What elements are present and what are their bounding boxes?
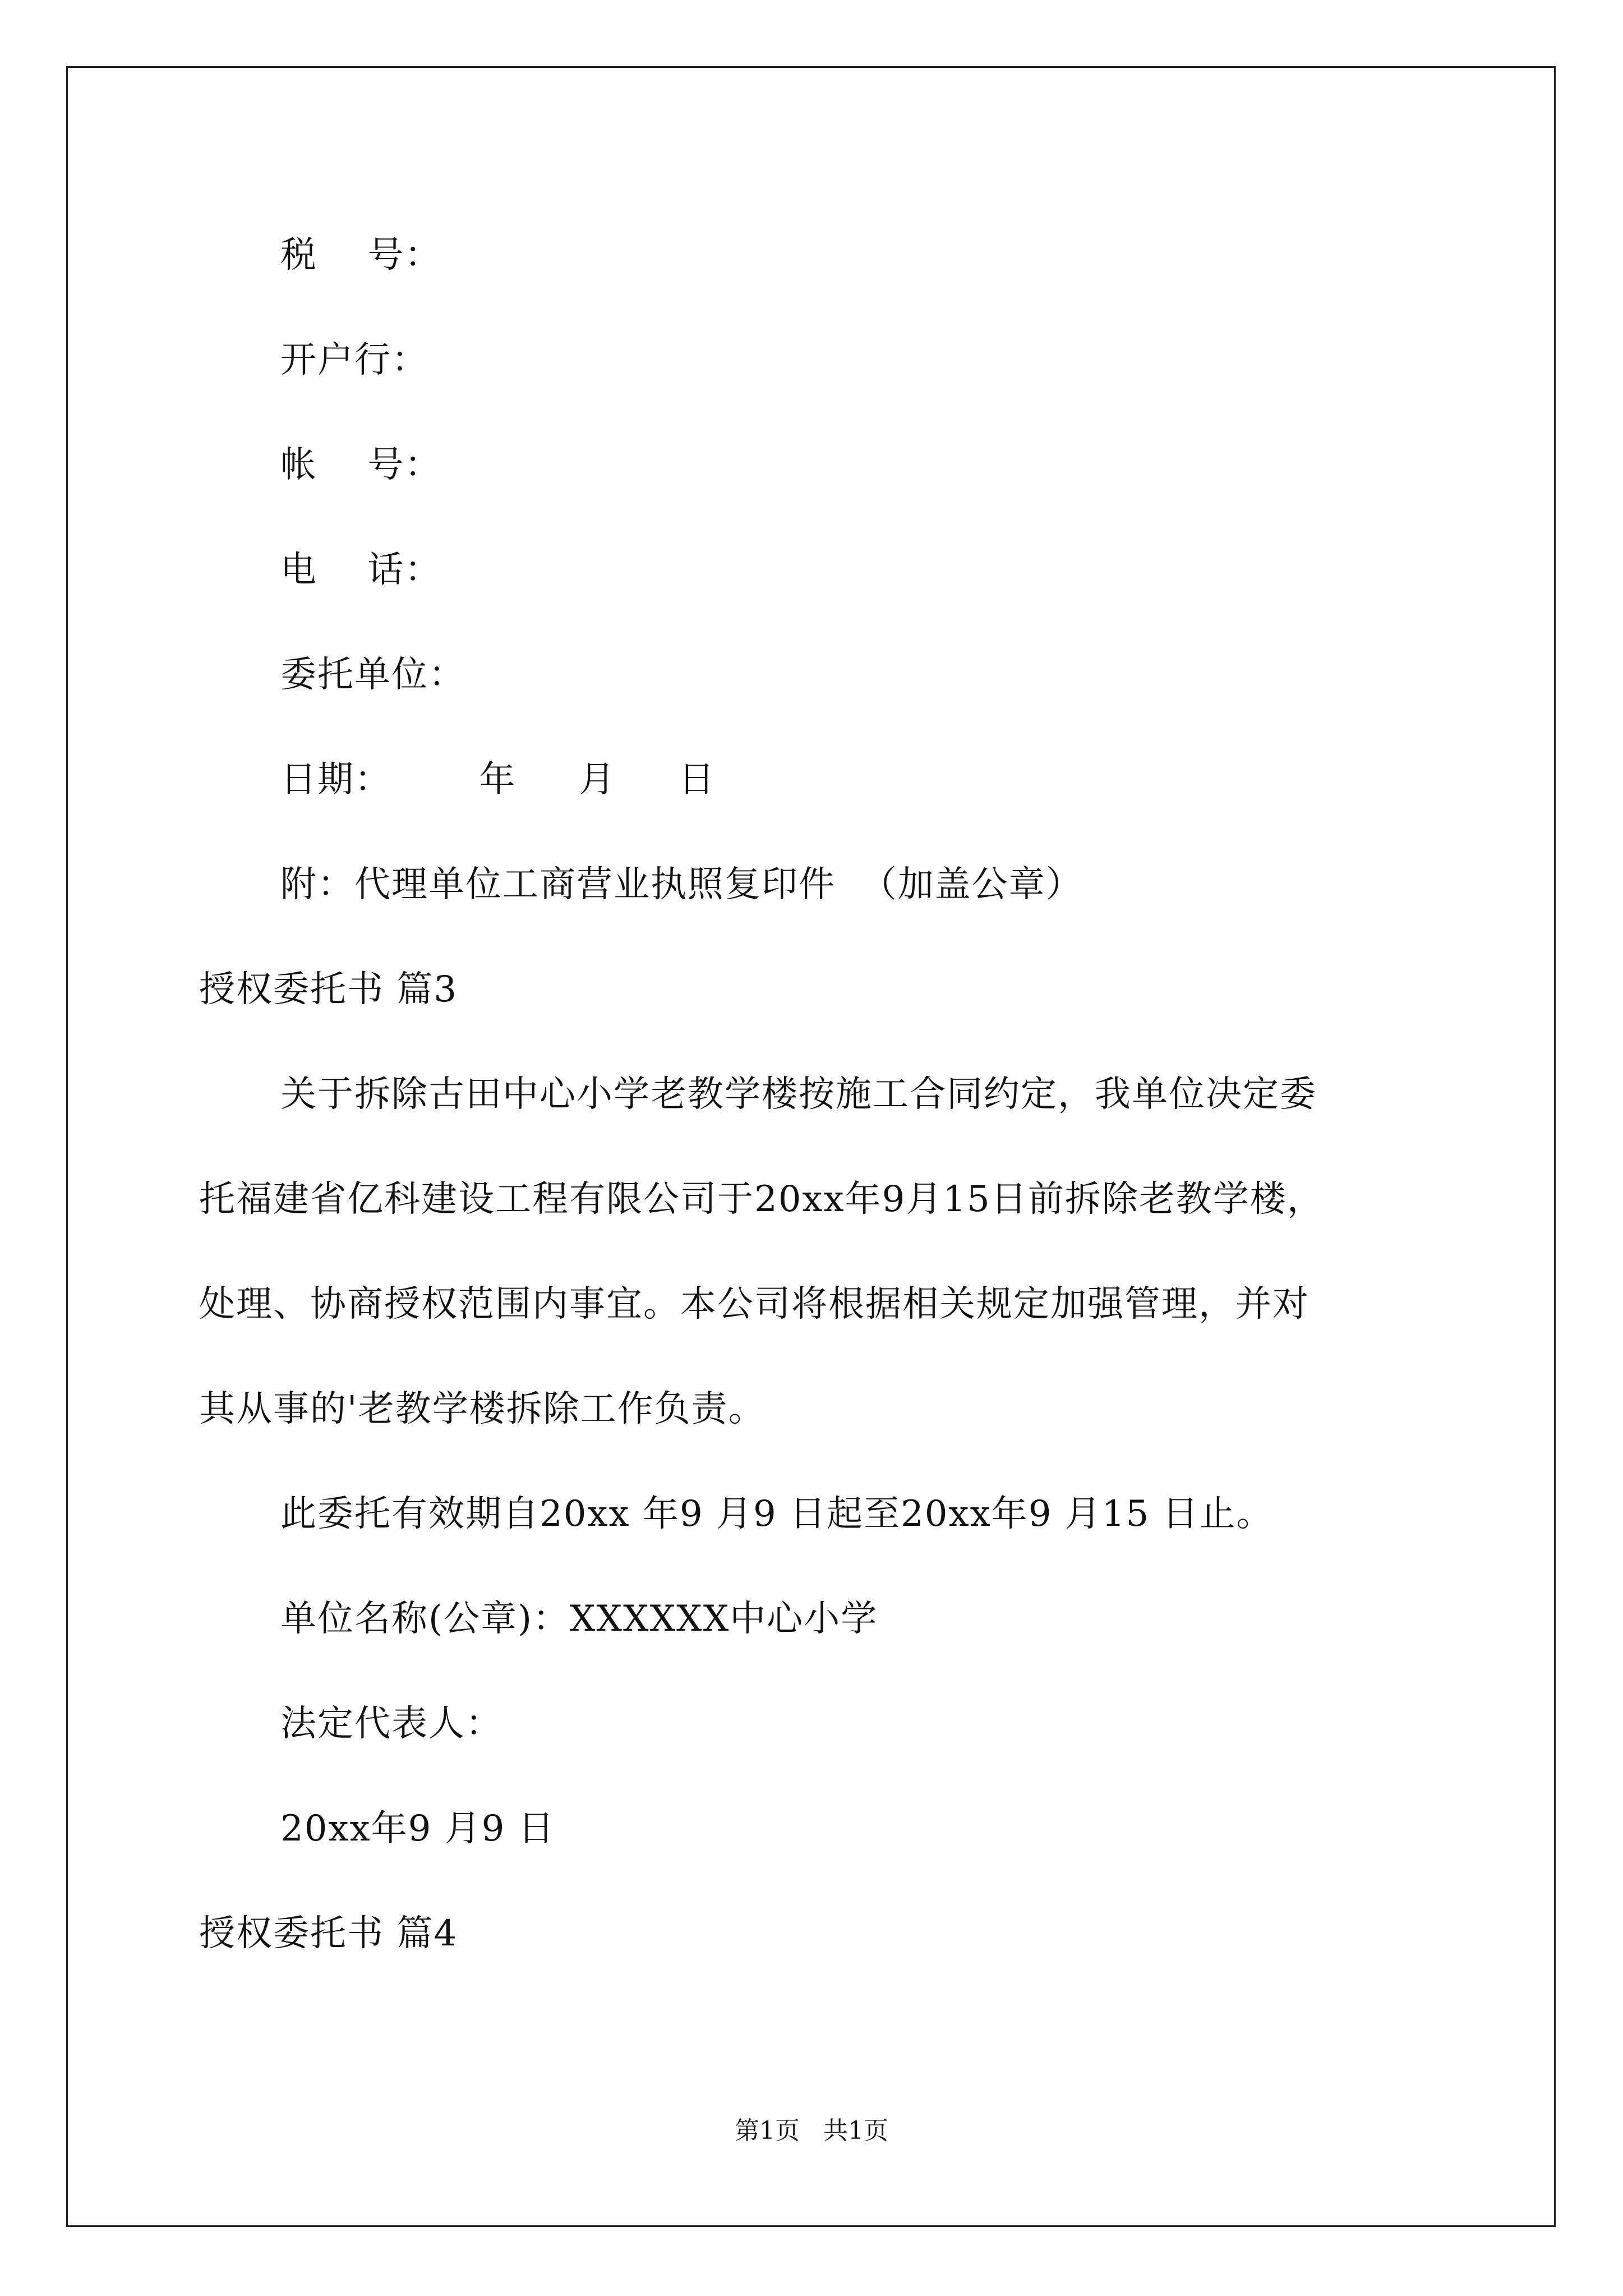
page-footer: 第1页 共1页 bbox=[735, 2116, 888, 2145]
paragraph-line: 托福建省亿科建设工程有限公司于20xx年9月15日前拆除老教学楼， bbox=[199, 1179, 1324, 1220]
account-label: 帐 号： bbox=[280, 444, 442, 486]
attachment-note: 附：代理单位工商营业执照复印件 （加盖公章） bbox=[280, 864, 1083, 905]
section-4-heading: 授权委托书 篇4 bbox=[199, 1913, 458, 1954]
section-3-heading: 授权委托书 篇3 bbox=[199, 969, 458, 1010]
paragraph-line: 关于拆除古田中心小学老教学楼按施工合同约定，我单位决定委 bbox=[280, 1074, 1317, 1115]
paragraph-line: 其从事的'老教学楼拆除工作负责。 bbox=[199, 1388, 766, 1430]
unit-name: 单位名称(公章)：XXXXXX中心小学 bbox=[280, 1598, 878, 1640]
tax-id-label: 税 号： bbox=[280, 234, 442, 276]
paragraph-line: 处理、协商授权范围内事宜。本公司将根据相关规定加强管理，并对 bbox=[199, 1283, 1310, 1325]
page-border bbox=[66, 66, 1556, 2227]
bank-label: 开户行： bbox=[280, 339, 428, 381]
phone-label: 电 话： bbox=[280, 549, 442, 591]
validity-statement: 此委托有效期自20xx 年9 月9 日起至20xx年9 月15 日止。 bbox=[280, 1493, 1274, 1535]
entrusting-unit-label: 委托单位： bbox=[280, 654, 465, 696]
signing-date: 20xx年9 月9 日 bbox=[280, 1808, 555, 1849]
legal-representative-label: 法定代表人： bbox=[280, 1703, 502, 1745]
date-label: 日期： 年 月 日 bbox=[280, 759, 716, 800]
